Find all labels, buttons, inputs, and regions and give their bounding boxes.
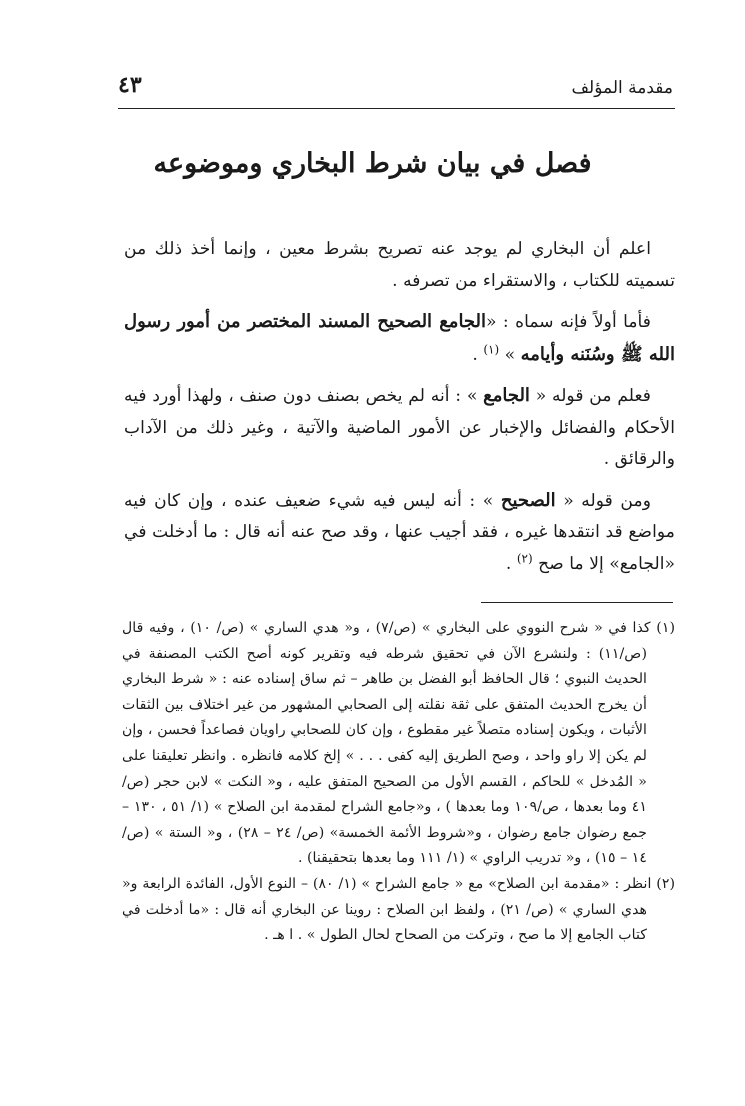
footnote-rule — [481, 602, 673, 603]
footnote-ref-1[interactable]: (١) — [483, 341, 500, 356]
text: ومن قوله « — [563, 490, 652, 511]
main-text — [124, 234, 675, 589]
text: . — [472, 344, 484, 365]
running-header — [118, 72, 673, 106]
text: » : أنه ليس فيه شيء ضعيف عنده ، وإن كان فيه مواضع قد انتقدها غيره ، فقد أجيب عنها ، وقد صح عنه أنه قال : ما أدخلت في «الجامع» إلا ما صح — [124, 490, 675, 574]
paragraph-sahih — [124, 485, 675, 581]
footnote-1: (١) كذا في « شرح النووي على البخاري » (ص/٧) ، و« هدي الساري » (ص/ ١٠) ، وفيه قال (ص/١١) : ولنشرع الآن في تحقيق شرطه فيه وتقرير كونه أصح الكتب المصنفة في الحديث النبوي ؛ قال الحافظ أبو الفضل بن طاهر – ثم ساق إسناده عنه : « شرط البخاري أن يخرج الحديث المتفق على ثقة نقلته إلى الصحابي المشهور من غير اختلاف بين الثقات الأثبات ، ويكون إسناده متصلاً غير مقطوع ، وإن كان للصحابي راويان فصاعداً فحسن ، وإن لم يكن إلا راو واحد ، وصح الطريق إليه كفى . . . » إلخ كلامه فانظره . وانظر تعليقنا على « المُدخل » للحاكم ، القسم الأول من الصحيح المتفق عليه ، و« النكت » لابن حجر (ص/٤١ وما بعدها ، ص/١٠٩ وما بعدها ) ، و«جامع الشراح لمقدمة ابن الصلاح » (١/ ٥١ ، ١٣٠ – جمع رضوان جامع رضوان ، و«شروط الأئمة الخمسة» (ص/ ٢٤ – ٢٨) ، و« الستة » (ص/ ١٤ – ١٥) ، و« تدريب الراوي » (١/ ١١١ وما بعدها بتحقيقنا) . — [122, 620, 675, 867]
text: فعلم من قوله « — [535, 386, 651, 406]
term-bold: الجامع — [483, 385, 530, 406]
footnote-2: (٢) انظر : «مقدمة ابن الصلاح» مع « جامع الشراح » (١/ ٨٠) – النوع الأول، الفائدة الرابعة و« هدي الساري » (ص/ ٢١) ، ولفظ ابن الصلاح : روينا عن البخاري أنه قال : «ما أدخلت في كتاب الجامع إلا ما صح ، وتركت من الصحاح لحال الطول » . ا هـ . — [122, 875, 676, 944]
paragraph-jami — [124, 380, 675, 476]
footnotes — [122, 616, 675, 949]
running-title: مقدمة المؤلف — [571, 78, 673, 98]
term-bold: الصحيح — [500, 489, 556, 511]
chapter-title: فصل في بيان شرط البخاري وموضوعه — [153, 148, 592, 179]
book-title-bold: الجامع الصحيح المسند المختصر من أمور رسول الله ﷺ وسُنَنه وأيامه — [124, 311, 675, 365]
page-number: ٤٣ — [118, 72, 142, 98]
footnote-ref-2[interactable]: (٢) — [516, 550, 533, 565]
paragraph-book-title — [124, 306, 675, 371]
header-rule — [118, 108, 675, 109]
paragraph-intro: اعلم أن البخاري لم يوجد عنه تصريح بشرط معين ، وإنما أخذ ذلك من تسميته للكتاب ، والاستقراء من تصرفه . — [124, 239, 675, 291]
text: » : أنه لم يخص بصنف دون صنف ، ولهذا أورد فيه الأحكام والفضائل والإخبار عن الأمور الماضية والآتية ، وغير ذلك من الآداب والرقائق . — [124, 386, 675, 469]
text: . — [505, 553, 517, 574]
text: فأما أولاً فإنه سماه : « — [486, 312, 651, 332]
text: » — [504, 344, 516, 365]
